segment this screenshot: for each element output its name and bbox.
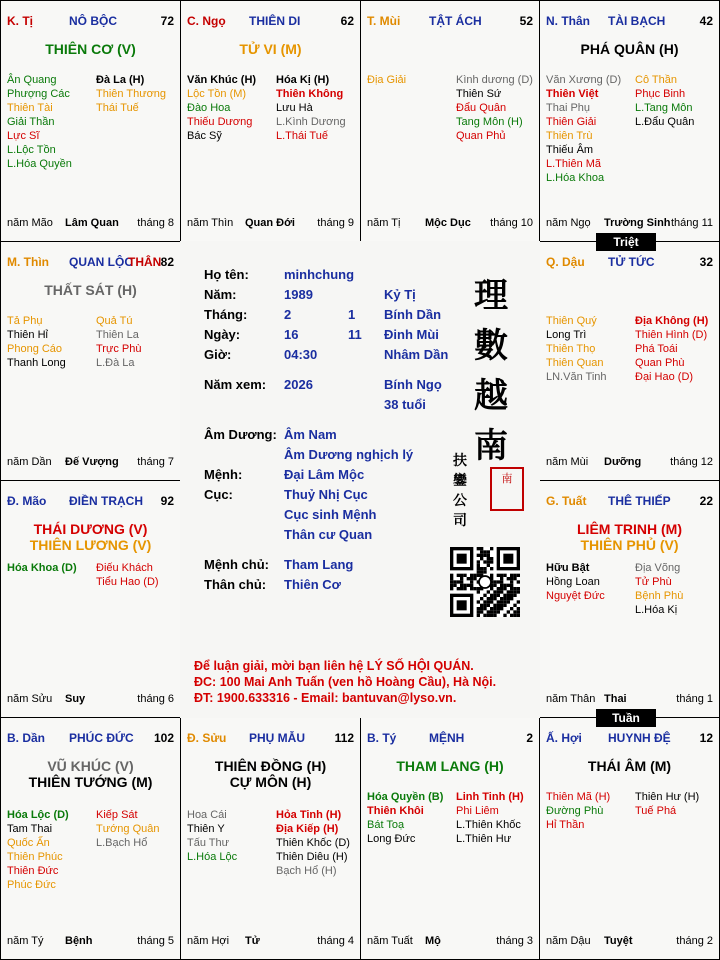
minor-stars-right xyxy=(96,808,160,850)
palace-cell[interactable] xyxy=(360,717,540,960)
palace-footer xyxy=(546,217,713,231)
palace-cell[interactable] xyxy=(360,0,540,242)
info-thang-can: Bính Dần xyxy=(384,307,442,322)
palace-branch: M. Thìn xyxy=(7,255,49,269)
palace-cell[interactable] xyxy=(539,0,720,242)
info-ngay-am: 11 xyxy=(348,327,362,342)
palace-year: năm Dậu xyxy=(546,935,591,947)
minor-star: L.Kình Dương xyxy=(276,116,346,128)
minor-star: Hỏa Tinh (H) xyxy=(276,809,342,821)
minor-star: Thiên Khôi xyxy=(367,805,424,817)
palace-month: tháng 9 xyxy=(317,217,354,229)
palace-phase: Bệnh xyxy=(65,935,93,947)
palace-month: tháng 4 xyxy=(317,935,354,947)
minor-stars-left xyxy=(7,808,69,892)
major-star: VŨ KHÚC (V) xyxy=(47,758,134,774)
palace-branch: Đ. Sửu xyxy=(187,731,227,745)
palace-name: TỬ TỨC xyxy=(608,255,655,269)
palace-cell[interactable] xyxy=(539,480,720,718)
palace-name: TÀI BẠCH xyxy=(608,14,666,28)
minor-star: Tam Thai xyxy=(7,823,53,835)
info-cuc3: Thân cư Quan xyxy=(284,527,373,542)
minor-star: Quan Phù xyxy=(635,357,685,369)
minor-star: Bệnh Phù xyxy=(635,590,684,602)
major-stars xyxy=(1,282,180,298)
minor-stars-left xyxy=(367,73,406,87)
palace-footer xyxy=(7,693,174,707)
palace-month: tháng 7 xyxy=(137,456,174,468)
minor-star: Đà La (H) xyxy=(96,74,145,86)
minor-star: Thiên Trù xyxy=(546,130,593,142)
minor-star: Lưu Hà xyxy=(276,102,313,114)
minor-star: Thiên Khốc (D) xyxy=(276,837,350,849)
minor-star: Thiên Hư (H) xyxy=(635,791,700,803)
palace-footer xyxy=(546,935,713,949)
info-menh-label: Mệnh: xyxy=(204,467,243,482)
minor-star: Thai Phụ xyxy=(546,102,591,114)
minor-star: Tả Phụ xyxy=(7,315,43,327)
minor-star: Hữu Bật xyxy=(546,562,590,574)
info-am-duong2: Âm Dương nghịch lý xyxy=(284,447,414,462)
palace-name: MỆNH xyxy=(429,731,465,745)
minor-stars-right xyxy=(456,790,524,846)
palace-phase: Trường Sinh xyxy=(604,217,671,229)
major-star: TỬ VI (M) xyxy=(239,41,302,57)
palace-footer xyxy=(7,935,174,949)
info-menh: Đại Lâm Mộc xyxy=(284,467,365,482)
minor-star: Thiên Hỉ xyxy=(7,329,48,341)
minor-star: Hồng Loan xyxy=(546,576,600,588)
major-star: THIÊN TƯỚNG (M) xyxy=(28,774,153,790)
palace-footer xyxy=(187,217,354,231)
minor-stars-left xyxy=(7,73,72,171)
palace-header xyxy=(187,14,354,30)
palace-phase: Lâm Quan xyxy=(65,217,119,229)
minor-stars-left xyxy=(7,561,77,575)
palace-footer xyxy=(546,456,713,470)
minor-star: Thiên La xyxy=(96,329,139,341)
info-cuc-label: Cục: xyxy=(204,487,233,502)
minor-star: L.Thái Tuế xyxy=(276,130,328,142)
palace-name: PHỤ MẪU xyxy=(249,731,305,745)
minor-star: Đại Hao (D) xyxy=(635,371,694,383)
minor-star: Văn Xương (D) xyxy=(546,74,622,86)
minor-star: Cô Thần xyxy=(635,74,677,86)
tuan-tag: Tuần xyxy=(596,709,656,727)
minor-star: Quốc Ấn xyxy=(7,837,50,849)
minor-star: Địa Không (H) xyxy=(635,315,709,327)
palace-cell[interactable] xyxy=(0,0,181,242)
seal-stamp: 南 xyxy=(490,467,524,511)
palace-number: 102 xyxy=(153,731,174,745)
calligraphy-logo: 理 數 越 南 xyxy=(474,276,508,466)
minor-star: Thiên Tài xyxy=(7,102,53,114)
contact-footer3: ĐT: 1900.633316 - Email: bantuvan@lyso.vn. xyxy=(194,691,457,705)
info-nam-xem-can: Bính Ngọ xyxy=(384,377,442,392)
info-menh-chu: Tham Lang xyxy=(284,557,354,572)
minor-stars-right xyxy=(635,314,708,384)
palace-phase: Suy xyxy=(65,693,86,705)
center-panel xyxy=(180,241,540,718)
minor-star: Thiếu Âm xyxy=(546,144,594,156)
major-stars xyxy=(1,521,180,553)
contact-footer2: ĐC: 100 Mai Anh Tuấn (ven hồ Hoàng Cầu), Hà Nội. xyxy=(194,675,497,689)
palace-phase: Đế Vượng xyxy=(65,456,119,468)
info-ho-ten-label: Họ tên: xyxy=(204,267,249,282)
palace-cell[interactable] xyxy=(180,717,361,960)
minor-star: Địa Kiếp (H) xyxy=(276,823,339,835)
major-star: THAM LANG (H) xyxy=(396,758,504,774)
palace-year: năm Ngọ xyxy=(546,217,591,229)
palace-branch: K. Tị xyxy=(7,14,33,28)
info-tuoi: 38 tuổi xyxy=(384,397,426,412)
info-nam-can: Kỷ Tị xyxy=(384,287,416,302)
info-nam-label: Năm: xyxy=(204,287,237,302)
minor-star: L.Bạch Hổ xyxy=(96,837,148,849)
minor-stars-right xyxy=(635,73,694,129)
minor-star: Thiên Thương xyxy=(96,88,167,100)
major-star: THÁI ÂM (M) xyxy=(587,758,672,774)
minor-star: Tử Phù xyxy=(635,576,672,588)
palace-branch: Ấ. Hợi xyxy=(546,731,582,745)
palace-branch: G. Tuất xyxy=(546,494,587,508)
palace-phase: Mộc Dục xyxy=(425,217,471,229)
minor-stars-left xyxy=(367,790,443,846)
triet-tag: Triệt xyxy=(596,233,656,251)
minor-star: Đào Hoa xyxy=(187,102,231,114)
minor-star: Thiên Sứ xyxy=(456,88,502,100)
minor-star: Long Đức xyxy=(367,833,416,845)
minor-star: Thiên Hình (D) xyxy=(635,329,708,341)
minor-star: Hỉ Thần xyxy=(546,819,585,831)
palace-year: năm Thìn xyxy=(187,217,234,229)
minor-star: L.Hóa Lộc xyxy=(187,851,238,863)
palace-phase: Mộ xyxy=(425,935,441,947)
minor-stars-left xyxy=(546,561,605,603)
minor-star: Tướng Quân xyxy=(96,823,160,835)
palace-number: 62 xyxy=(340,14,354,28)
palace-header xyxy=(546,731,713,747)
palace-header xyxy=(7,255,174,271)
minor-star: Thiên Giải xyxy=(546,116,597,128)
minor-star: Thiên Quý xyxy=(546,315,597,327)
palace-cell[interactable] xyxy=(539,241,720,481)
minor-star: L.Tang Môn xyxy=(635,102,693,114)
palace-number: 42 xyxy=(699,14,713,28)
minor-star: Thanh Long xyxy=(7,357,66,369)
minor-star: L.Thiên Hư xyxy=(456,833,512,845)
palace-year: năm Hợi xyxy=(187,935,230,947)
contact-footer1: Để luận giải, mời bạn liên hệ LÝ SỐ HỘI QUÁN. xyxy=(194,659,474,673)
info-thang: 2 xyxy=(284,307,292,322)
minor-star: Thiếu Dương xyxy=(187,116,253,128)
minor-star: Địa Giải xyxy=(367,74,407,86)
info-menh-chu-label: Mệnh chủ: xyxy=(204,557,269,572)
palace-month: tháng 3 xyxy=(496,935,533,947)
minor-star: Tuế Phá xyxy=(635,805,677,817)
minor-stars-left xyxy=(546,314,607,384)
info-ho-ten: minhchung xyxy=(284,267,355,282)
palace-year: năm Mùi xyxy=(546,456,589,468)
major-star: THIÊN CƠ (V) xyxy=(45,41,136,57)
palace-branch: N. Thân xyxy=(546,14,590,28)
palace-cell[interactable] xyxy=(0,717,181,960)
palace-phase: Quan Đới xyxy=(245,217,295,229)
major-stars xyxy=(1,41,180,57)
minor-star: Linh Tinh (H) xyxy=(456,791,524,803)
info-than-chu-label: Thân chủ: xyxy=(204,577,267,592)
palace-year: năm Tý xyxy=(7,935,44,947)
info-nam-xem: 2026 xyxy=(284,377,313,392)
minor-star: Tấu Thư xyxy=(187,837,230,849)
minor-star: L.Thiên Khốc xyxy=(456,819,521,831)
minor-star: Hóa Quyền (B) xyxy=(367,791,444,803)
palace-name: PHÚC ĐỨC xyxy=(69,731,134,745)
major-star: THIÊN PHỦ (V) xyxy=(580,537,679,553)
palace-cell[interactable] xyxy=(0,480,181,718)
minor-stars-left xyxy=(187,73,256,143)
palace-year: năm Tuất xyxy=(367,935,413,947)
minor-stars-right xyxy=(96,73,166,115)
palace-footer xyxy=(187,935,354,949)
palace-cell[interactable] xyxy=(0,241,181,481)
palace-month: tháng 2 xyxy=(676,935,713,947)
minor-star: L.Lộc Tồn xyxy=(7,144,56,156)
minor-star: Thiên Y xyxy=(187,823,225,835)
info-cuc2: Cục sinh Mệnh xyxy=(284,507,377,522)
minor-star: Hoa Cái xyxy=(187,809,227,821)
major-stars xyxy=(361,758,539,774)
palace-branch: T. Mùi xyxy=(367,14,401,28)
palace-number: 22 xyxy=(699,494,713,508)
info-ngay: 16 xyxy=(284,327,299,342)
minor-star: L.Hóa Kị xyxy=(635,604,678,616)
minor-star: Địa Võng xyxy=(635,562,681,574)
major-star: PHÁ QUÂN (H) xyxy=(580,41,679,57)
minor-star: Thiên Không xyxy=(276,88,344,100)
info-ngay-label: Ngày: xyxy=(204,327,241,342)
info-nam-xem-label: Năm xem: xyxy=(204,377,267,392)
minor-star: Phượng Các xyxy=(7,88,70,100)
palace-number: 2 xyxy=(526,731,533,745)
major-stars xyxy=(540,521,719,553)
minor-star: L.Đà La xyxy=(96,357,135,369)
palace-number: 92 xyxy=(160,494,174,508)
minor-star: Hóa Khoa (D) xyxy=(7,562,77,574)
minor-star: Phúc Đức xyxy=(7,879,56,891)
major-stars xyxy=(181,41,360,57)
minor-star: Quan Phủ xyxy=(456,130,506,142)
major-stars xyxy=(1,758,180,790)
minor-stars-right xyxy=(456,73,533,143)
palace-branch: C. Ngọ xyxy=(187,14,226,28)
palace-header xyxy=(7,731,174,747)
minor-star: Tang Môn (H) xyxy=(456,116,523,128)
minor-star: Thiên Diêu (H) xyxy=(276,851,348,863)
palace-year: năm Thân xyxy=(546,693,596,705)
palace-name: TẬT ÁCH xyxy=(429,14,482,28)
minor-stars-right xyxy=(276,808,350,878)
palace-number: 72 xyxy=(160,14,174,28)
info-gio-can: Nhâm Dần xyxy=(384,347,449,362)
palace-number: 32 xyxy=(699,255,713,269)
palace-footer xyxy=(367,935,533,949)
info-thang-am: 1 xyxy=(348,307,356,322)
palace-month: tháng 1 xyxy=(676,693,713,705)
major-star: THIÊN ĐỒNG (H) xyxy=(214,758,327,774)
major-star: THIÊN LƯƠNG (V) xyxy=(29,537,152,553)
palace-month: tháng 8 xyxy=(137,217,174,229)
palace-header xyxy=(546,494,713,510)
minor-star: Kiếp Sát xyxy=(96,809,138,821)
info-am-duong: Âm Nam xyxy=(284,427,337,442)
info-am-duong-label: Âm Dương: xyxy=(204,427,277,442)
palace-month: tháng 11 xyxy=(670,217,713,229)
palace-phase: Tử xyxy=(245,935,260,947)
minor-star: Phục Binh xyxy=(635,88,686,100)
minor-star: Lộc Tồn (M) xyxy=(187,88,247,100)
info-gio-label: Giờ: xyxy=(204,347,232,362)
minor-stars-left xyxy=(546,73,621,185)
minor-stars-right xyxy=(276,73,346,143)
minor-stars-left xyxy=(546,790,610,832)
palace-cell[interactable] xyxy=(180,0,361,242)
palace-header xyxy=(187,731,354,747)
minor-stars-right xyxy=(635,561,683,617)
palace-number: 52 xyxy=(519,14,533,28)
minor-star: Thiên Thọ xyxy=(546,343,596,355)
minor-stars-left xyxy=(187,808,237,864)
palace-name: THIÊN DI xyxy=(249,14,301,28)
minor-star: L.Hóa Quyền xyxy=(7,158,72,170)
info-thang-label: Tháng: xyxy=(204,307,248,322)
minor-star: Đẩu Quân xyxy=(456,102,507,114)
palace-header xyxy=(546,255,713,271)
minor-star: Quả Tú xyxy=(96,315,133,327)
minor-star: L.Hóa Khoa xyxy=(546,172,605,184)
major-stars xyxy=(540,41,719,57)
palace-phase: Dưỡng xyxy=(604,456,642,468)
palace-branch: B. Tý xyxy=(367,731,397,745)
minor-star: Bạch Hổ (H) xyxy=(276,865,337,877)
major-star: CỰ MÔN (H) xyxy=(229,774,312,790)
palace-number: 112 xyxy=(334,731,354,745)
palace-month: tháng 10 xyxy=(490,217,533,229)
palace-branch: Đ. Mão xyxy=(7,494,47,508)
major-star: THÁI DƯƠNG (V) xyxy=(33,521,148,537)
palace-name: NÔ BỘC xyxy=(69,14,117,28)
palace-cell[interactable] xyxy=(539,717,720,960)
palace-header xyxy=(546,14,713,30)
palace-year: năm Tị xyxy=(367,217,401,229)
palace-number: 82 xyxy=(160,255,174,269)
palace-year: năm Dần xyxy=(7,456,52,468)
qr-code[interactable] xyxy=(450,547,520,617)
minor-star: Văn Khúc (H) xyxy=(187,74,257,86)
major-star: LIÊM TRINH (M) xyxy=(577,521,682,537)
minor-star: Kình dương (D) xyxy=(456,74,533,86)
palace-header xyxy=(367,14,533,30)
minor-star: Thiên Quan xyxy=(546,357,604,369)
minor-star: Giải Thần xyxy=(7,116,55,128)
minor-star: Phi Liêm xyxy=(456,805,499,817)
palace-footer xyxy=(7,217,174,231)
minor-star: Tiểu Hao (D) xyxy=(96,576,159,588)
calligraphy-small: 扶 鑾 公 司 xyxy=(453,453,467,529)
palace-header xyxy=(367,731,533,747)
minor-star: L.Thiên Mã xyxy=(546,158,602,170)
minor-star: Thiên Việt xyxy=(546,88,599,100)
palace-year: năm Sửu xyxy=(7,693,53,705)
major-stars xyxy=(181,758,360,790)
minor-star: Ân Quang xyxy=(7,74,57,86)
palace-footer xyxy=(546,693,713,707)
info-ngay-can: Đinh Mùi xyxy=(384,327,439,342)
palace-phase: Tuyệt xyxy=(604,935,633,947)
minor-star: Hóa Kị (H) xyxy=(276,74,330,86)
info-than-chu: Thiên Cơ xyxy=(284,577,341,592)
palace-name: QUAN LỘC xyxy=(69,255,133,269)
minor-star: Hóa Lộc (D) xyxy=(7,809,69,821)
info-nam: 1989 xyxy=(284,287,313,302)
major-stars xyxy=(540,758,719,774)
than-marker: THÂN xyxy=(128,255,162,269)
palace-footer xyxy=(7,456,174,470)
palace-branch: Q. Dậu xyxy=(546,255,585,269)
palace-header xyxy=(7,494,174,510)
minor-star: Thiên Phúc xyxy=(7,851,63,863)
minor-star: LN.Văn Tinh xyxy=(546,371,607,383)
info-gio: 04:30 xyxy=(284,347,318,362)
minor-star: Long Trì xyxy=(546,329,587,341)
minor-star: Bát Toạ xyxy=(367,819,405,831)
palace-header xyxy=(7,14,174,30)
minor-star: L.Đẩu Quân xyxy=(635,116,695,128)
palace-number: 12 xyxy=(699,731,713,745)
palace-month: tháng 6 xyxy=(137,693,174,705)
minor-star: Phong Cáo xyxy=(7,343,63,355)
info-cuc: Thuỷ Nhị Cục xyxy=(284,487,368,502)
minor-star: Phá Toái xyxy=(635,343,678,355)
minor-star: Điếu Khách xyxy=(96,562,153,574)
palace-branch: B. Dần xyxy=(7,731,46,745)
palace-month: tháng 5 xyxy=(137,935,174,947)
minor-star: Đường Phù xyxy=(546,805,604,817)
minor-star: Thiên Đức xyxy=(7,865,59,877)
minor-stars-right xyxy=(635,790,699,818)
minor-stars-right xyxy=(96,314,141,370)
palace-name: ĐIỀN TRẠCH xyxy=(69,494,143,508)
palace-year: năm Mão xyxy=(7,217,53,229)
palace-name: THÊ THIẾP xyxy=(608,494,671,508)
minor-star: Nguyệt Đức xyxy=(546,590,605,602)
minor-star: Thái Tuế xyxy=(96,102,139,114)
palace-footer xyxy=(367,217,533,231)
palace-month: tháng 12 xyxy=(670,456,713,468)
minor-stars-right xyxy=(96,561,159,589)
palace-name: HUYNH ĐỆ xyxy=(608,731,671,745)
minor-stars-left xyxy=(7,314,66,370)
minor-star: Trực Phù xyxy=(96,343,142,355)
minor-star: Lực Sĩ xyxy=(7,130,40,142)
minor-star: Bác Sỹ xyxy=(187,130,222,142)
palace-phase: Thai xyxy=(604,693,627,705)
minor-star: Thiên Mã (H) xyxy=(546,791,611,803)
major-star: THẤT SÁT (H) xyxy=(44,282,137,298)
